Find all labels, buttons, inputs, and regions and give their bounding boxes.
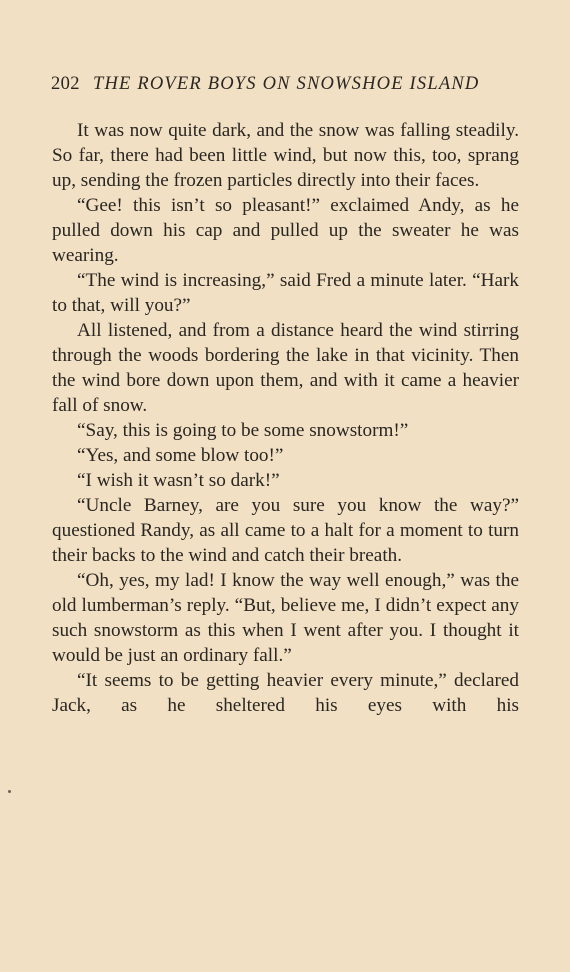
paragraph: “Say, this is going to be some snowstorm!” <box>77 420 409 441</box>
paragraph: All listened, and from a distance heard the wind stirring through the woods bordering the lake in that vicinity. Then the wind bore down upon them, and with it came a heavier fall of snow. <box>52 320 519 416</box>
paragraph: “Uncle Barney, are you sure you know the way?” questioned Randy, as all came to a halt for a moment to turn their backs to the wind and catch their breath. <box>52 495 519 566</box>
margin-speck <box>8 790 11 793</box>
paragraph: It was now quite dark, and the snow was falling steadily. So far, there had been little wind, but now this, too, sprang up, sending the frozen particles directly into their faces. <box>52 120 519 191</box>
paragraph: “Yes, and some blow too!” <box>77 445 284 466</box>
page-number: 202 <box>51 74 80 94</box>
running-head <box>51 74 521 102</box>
paragraph: “The wind is increasing,” said Fred a minute later. “Hark to that, will you?” <box>52 270 519 316</box>
book-title: THE ROVER BOYS ON SNOWSHOE ISLAND <box>92 74 480 94</box>
paragraph: “Gee! this isn’t so pleasant!” exclaimed Andy, as he pulled down his cap and pulled up the sweater he was wearing. <box>52 195 519 266</box>
paragraph: “I wish it wasn’t so dark!” <box>77 470 280 491</box>
body-text <box>52 118 519 718</box>
paragraph: “It seems to be getting heavier every minute,” declared Jack, as he sheltered his eyes with his <box>52 670 519 716</box>
paragraph: “Oh, yes, my lad! I know the way well enough,” was the old lumberman’s reply. “But, believe me, I didn’t expect any such snowstorm as this when I went after you. I thought it would be just an ordinary fall.” <box>52 570 519 666</box>
